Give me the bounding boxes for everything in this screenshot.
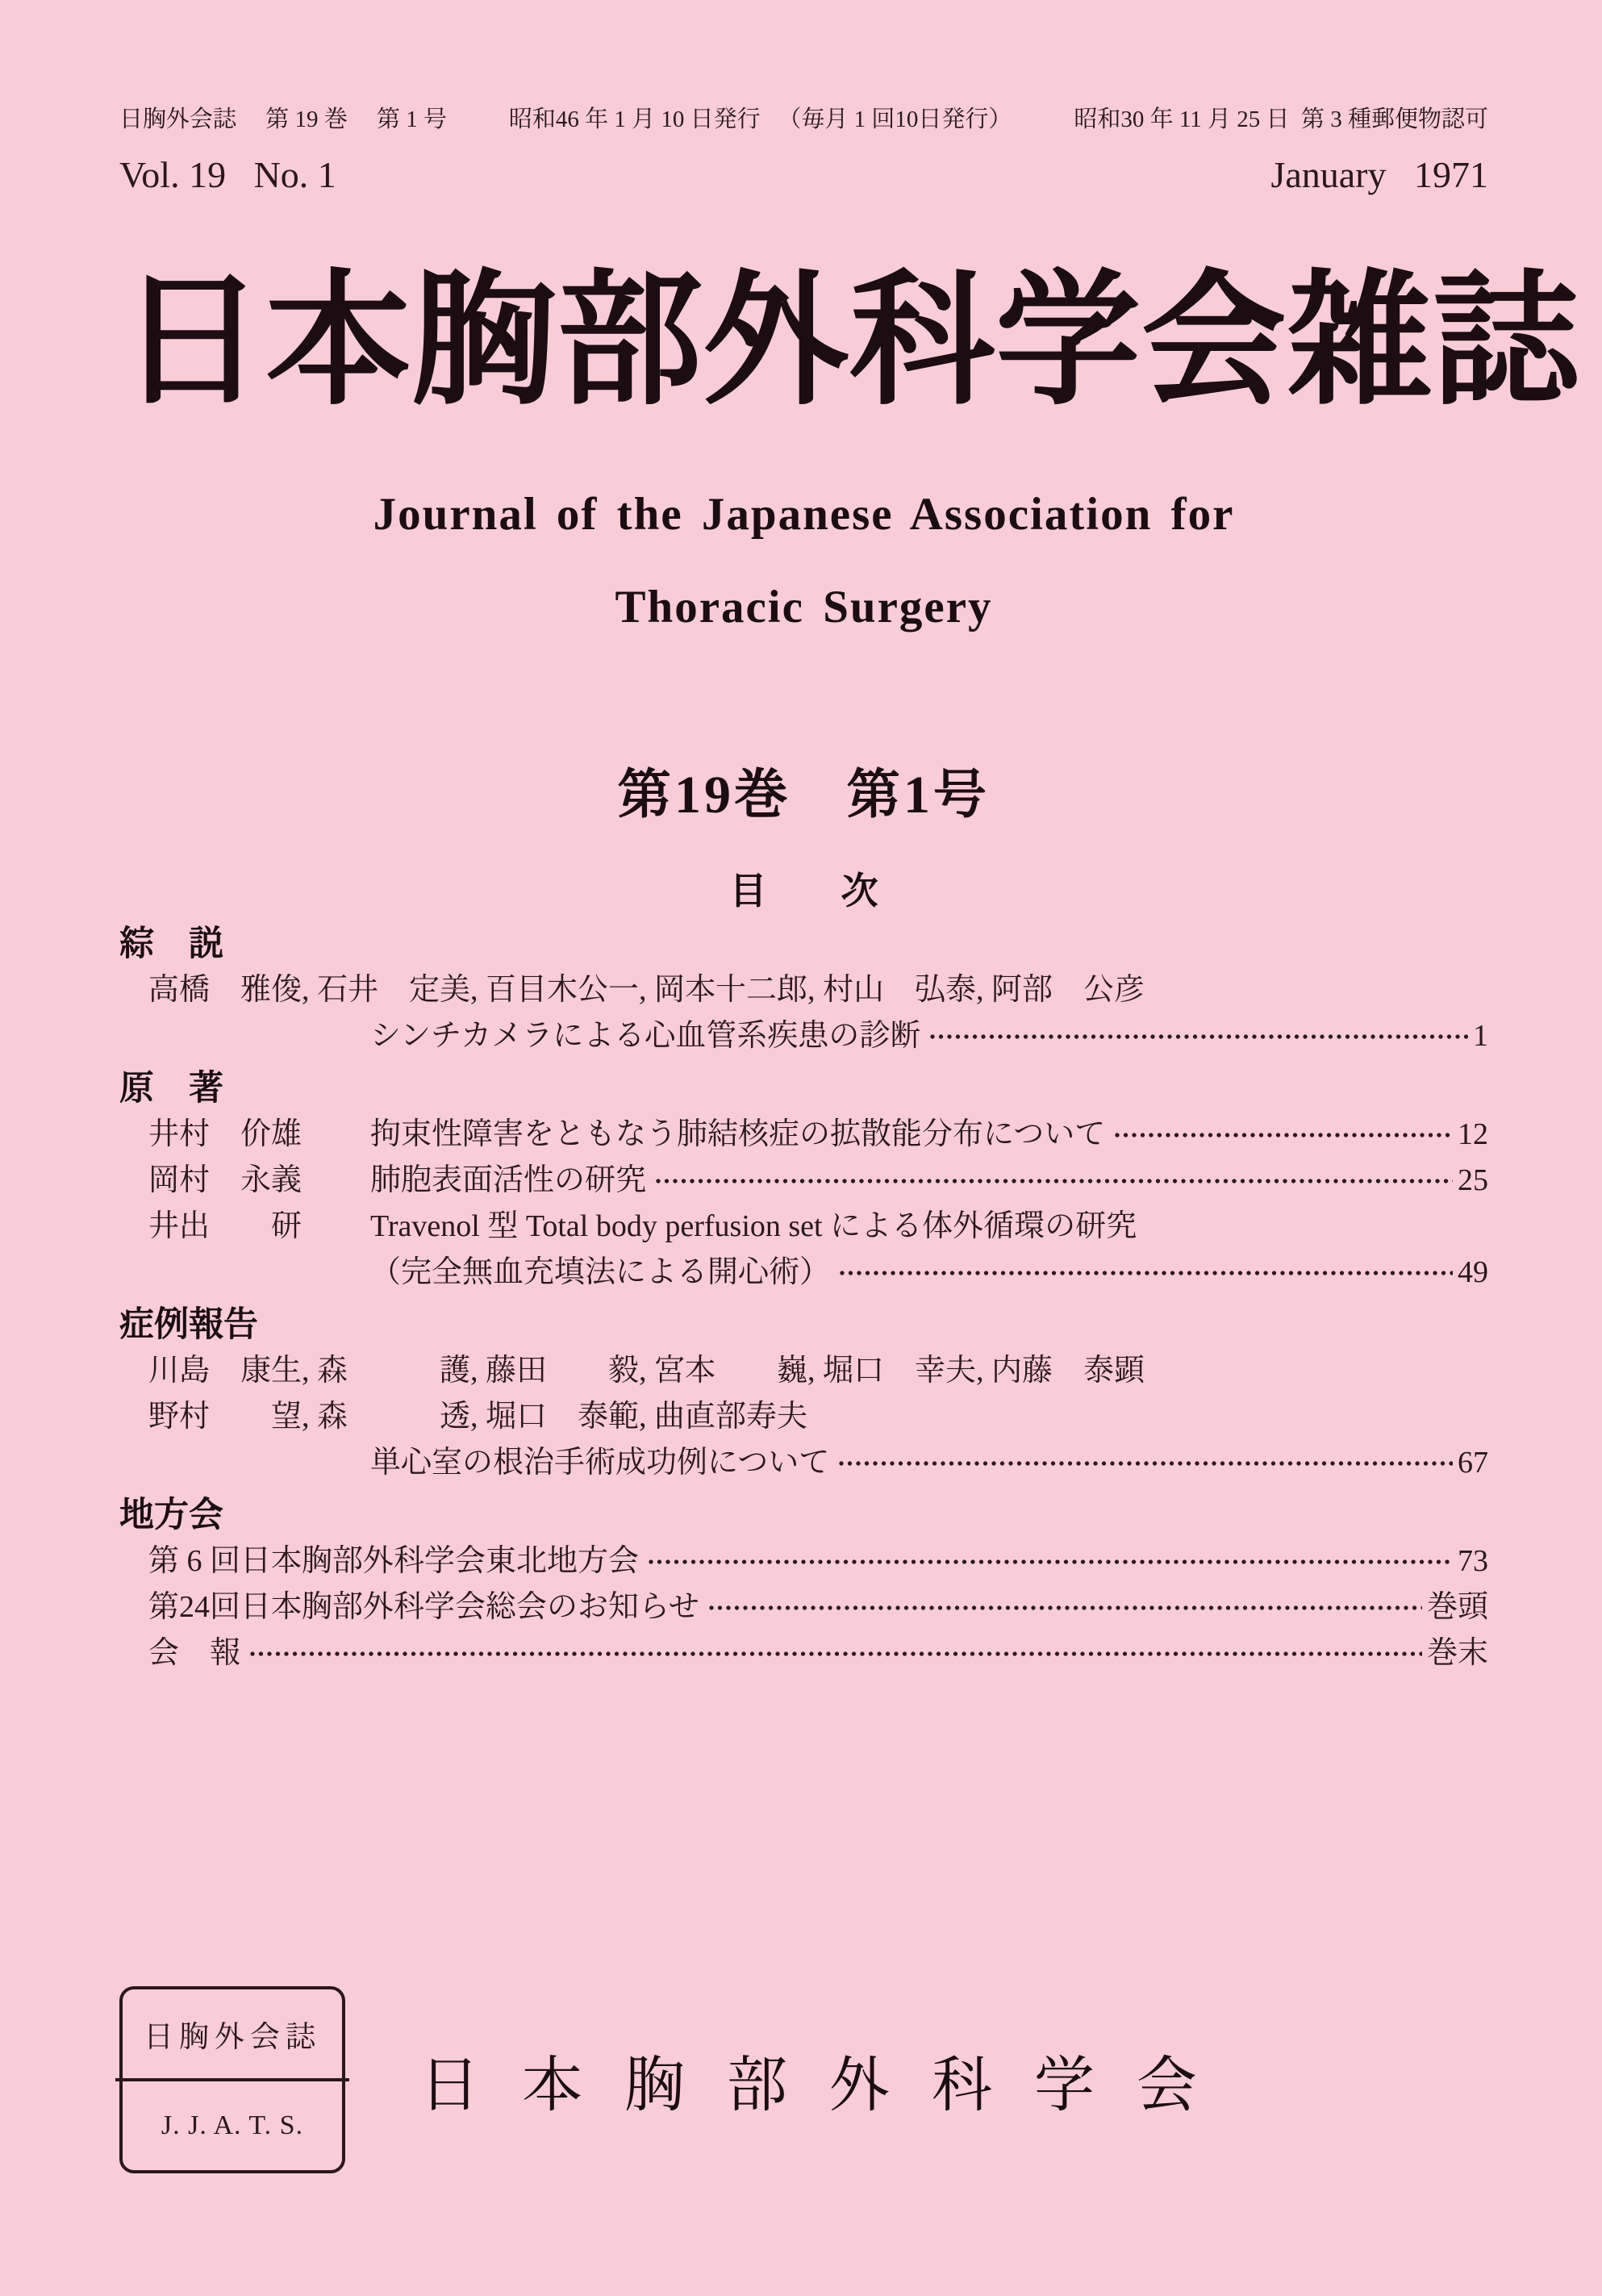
page-number: 49 — [1458, 1255, 1488, 1290]
toc-entry-row — [119, 1158, 1488, 1204]
toc-entry-title: 単心室の根治手術成功例について — [370, 1446, 830, 1480]
toc-section — [119, 1066, 1488, 1296]
masthead-publish-date: 昭和46 年 1 月 10 日発行 （毎月 1 回10日発行） — [508, 106, 1012, 132]
dot-leader — [928, 1031, 1468, 1042]
dot-leader — [654, 1175, 1453, 1187]
masthead — [119, 101, 1488, 134]
toc-authors-line: 川島 康生, 森 護, 藤田 毅, 宮本 巍, 堀口 幸夫, 内藤 泰顕 — [148, 1354, 1145, 1388]
table-of-contents — [119, 921, 1488, 1676]
toc-entry-title: シンチカメラによる心血管系疾患の診断 — [370, 1019, 921, 1054]
page-number: 12 — [1458, 1117, 1488, 1152]
toc-entry-row — [119, 1538, 1488, 1584]
dot-leader — [837, 1458, 1453, 1469]
toc-section-label: 原 著 — [119, 1069, 223, 1108]
journal-title-english-line2: Thoracic Surgery — [615, 582, 993, 633]
page-number: 1 — [1473, 1019, 1488, 1054]
toc-entry-title: 会 報 — [148, 1636, 241, 1671]
toc-author-name: 岡村 永義 — [148, 1163, 302, 1198]
toc-section-label: 綜 説 — [119, 925, 223, 964]
toc-entry-title: Travenol 型 Total body perfusion set による体外循環の研究 — [370, 1209, 1137, 1244]
dot-leader — [707, 1602, 1422, 1613]
toc-entry-row — [119, 1204, 1488, 1250]
dot-leader — [1113, 1129, 1453, 1141]
toc-entry-title: 第 6 回日本胸部外科学会東北地方会 — [148, 1544, 640, 1579]
jjats-box-japanese-abbrev: 日胸外会誌 — [144, 2021, 321, 2054]
toc-section — [119, 1492, 1488, 1676]
volume-number-en: Vol. 19 No. 1 — [119, 154, 336, 195]
toc-entry-row — [119, 1440, 1488, 1486]
issue-date-en: January 1971 — [1270, 154, 1488, 195]
page-number: 巻末 — [1426, 1636, 1488, 1671]
toc-section-label: 地方会 — [119, 1496, 223, 1535]
toc-entry-title: 肺胞表面活性の研究 — [370, 1163, 647, 1198]
toc-entry-row — [119, 1013, 1488, 1059]
jjats-logo-box — [119, 1986, 345, 2173]
dot-leader — [838, 1267, 1453, 1279]
toc-heading: 目 次 — [729, 870, 878, 912]
toc-author-name: 井出 研 — [148, 1209, 302, 1244]
toc-entry-row — [119, 1584, 1488, 1630]
journal-title-japanese: 日本胸部外科学会雑誌 — [119, 261, 1580, 422]
journal-title-english-line1: Journal of the Japanese Association for — [373, 489, 1235, 541]
masthead-issue-info: 日胸外会誌 第 19 巻 第 1 号 — [119, 106, 448, 132]
page-number: 73 — [1458, 1544, 1488, 1579]
page-number: 巻頭 — [1426, 1590, 1488, 1625]
masthead-postal-approval: 昭和30 年 11 月 25 日 第 3 種郵便物認可 — [1074, 106, 1488, 132]
toc-entry-title: 第24回日本胸部外科学会総会のお知らせ — [148, 1590, 699, 1625]
toc-entry-row — [119, 1112, 1488, 1158]
toc-authors-line: 高橋 雅俊, 石井 定美, 百目木公一, 岡本十二郎, 村山 弘泰, 阿部 公彦 — [148, 973, 1145, 1008]
dot-leader — [647, 1556, 1453, 1568]
jjats-box-english-abbrev: J. J. A. T. S. — [161, 2110, 304, 2140]
footer — [119, 1986, 1239, 2173]
toc-entry-row — [119, 1250, 1488, 1296]
page-number: 67 — [1458, 1446, 1488, 1480]
page-number: 25 — [1458, 1163, 1488, 1198]
toc-section — [119, 1302, 1488, 1486]
toc-entry-row — [119, 1630, 1488, 1676]
toc-author-name: 井村 价雄 — [148, 1117, 302, 1152]
volume-line — [119, 153, 1488, 196]
toc-entry-title: 拘束性障害をともなう肺結核症の拡散能分布について — [370, 1117, 1106, 1152]
dot-leader — [248, 1648, 1422, 1659]
toc-section — [119, 921, 1488, 1059]
society-name: 日本胸部外科学会 — [419, 2052, 1240, 2119]
volume-issue-japanese: 第19巻 第1号 — [618, 766, 990, 825]
toc-authors-line: 野村 望, 森 透, 堀口 泰範, 曲直部寿夫 — [148, 1400, 808, 1434]
toc-section-label: 症例報告 — [119, 1305, 258, 1345]
toc-entry-title: （完全無血充填法による開心術） — [370, 1255, 831, 1290]
